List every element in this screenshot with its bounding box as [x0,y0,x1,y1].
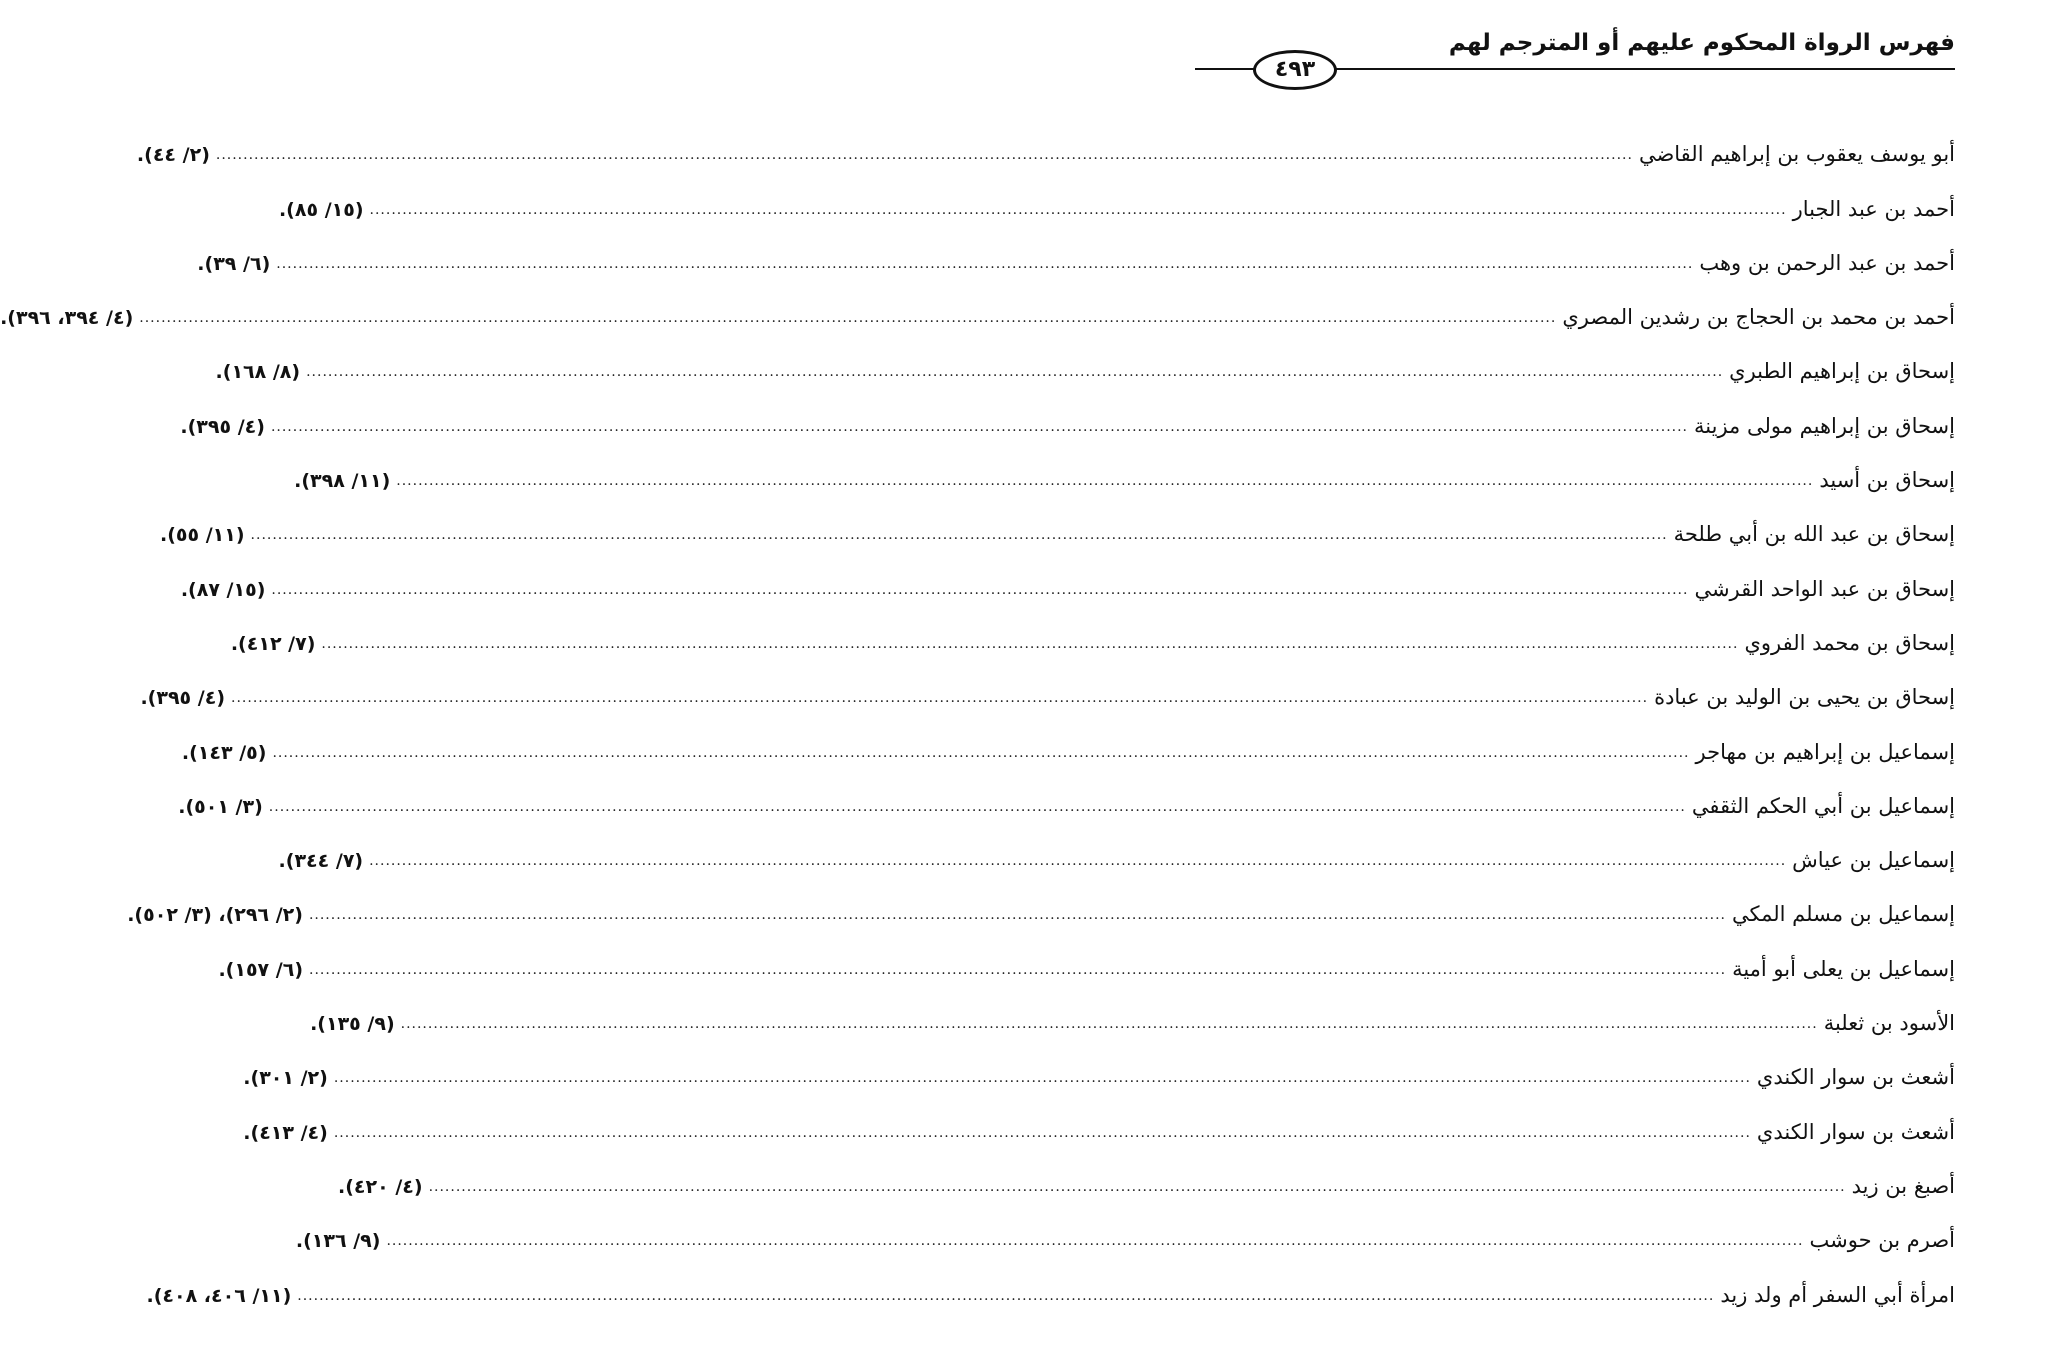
narrator-name: إسماعيل بن إبراهيم بن مهاجر [1695,739,1955,764]
index-entry [146,1252,1955,1307]
narrator-name: إسحاق بن أسيد [1819,468,1955,493]
dot-leader: .................................................................................................................................................................................................................................................................... [297,1287,1715,1304]
page-references: (١٥/ ٨٥). [278,198,364,221]
dot-leader: .................................................................................................................................................................................................................................................................... [308,907,1727,924]
dot-leader: .................................................................................................................................................................................................................................................................... [400,1016,1818,1033]
index-entry [159,492,1955,547]
index-entry [243,1035,1955,1090]
page-references: (٤/ ٤١٣). [243,1121,328,1144]
narrator-name: أشعث بن سوار الكندي [1756,1065,1955,1090]
narrator-name: أحمد بن عبد الرحمن بن وهب [1699,250,1955,275]
index-entry [127,872,1955,927]
dot-leader: .................................................................................................................................................................................................................................................................... [333,1124,1751,1141]
dot-leader: .................................................................................................................................................................................................................................................................... [231,690,1649,707]
index-entry [338,1144,1955,1198]
narrator-name: إسحاق بن إبراهيم الطبري [1729,359,1955,384]
dot-leader: .................................................................................................................................................................................................................................................................... [386,1233,1804,1250]
index-list [0,112,1955,1307]
narrator-name: أشعث بن سوار الكندي [1756,1119,1955,1144]
page-references: (١٥/ ٨٧). [180,578,266,601]
narrator-name: إسماعيل بن عياش [1792,848,1955,873]
narrator-name: إسحاق بن يحيى بن الوليد بن عبادة [1654,685,1955,710]
dot-leader: .................................................................................................................................................................................................................................................................... [309,961,1727,978]
dot-leader: .................................................................................................................................................................................................................................................................... [215,147,1633,164]
index-entry [140,655,1955,710]
index-entry [0,275,1955,330]
index-entry [278,818,1955,873]
dot-leader: .................................................................................................................................................................................................................................................................... [272,744,1690,761]
page-references: (٢/ ٢٩٦)، (٣/ ٥٠٢). [127,904,303,927]
page-references: (٩/ ١٣٥). [310,1013,395,1036]
page-references: (٦/ ٣٩). [197,252,271,275]
dot-leader: .................................................................................................................................................................................................................................................................... [139,310,1557,327]
narrator-name: الأسود بن ثعلبة [1823,1011,1955,1036]
index-entry [230,601,1955,655]
narrator-name: إسحاق بن محمد الفروي [1744,630,1955,655]
index-entry [180,546,1955,601]
dot-leader: .................................................................................................................................................................................................................................................................... [369,853,1787,870]
dot-leader: .................................................................................................................................................................................................................................................................... [270,418,1689,435]
dot-leader: .................................................................................................................................................................................................................................................................... [306,364,1724,381]
index-entry [218,926,1955,981]
narrator-name: إسماعيل بن يعلى أبو أمية [1732,956,1955,981]
page-references: (٢/ ٣٠١). [243,1067,328,1090]
dot-leader: .................................................................................................................................................................................................................................................................... [333,1070,1751,1087]
index-entry [180,383,1955,438]
dot-leader: .................................................................................................................................................................................................................................................................... [321,635,1739,652]
page-references: (١١/ ٥٥). [159,524,245,547]
page-references: (١١/ ٣٩٨). [294,470,391,493]
narrator-name: إسحاق بن عبد الله بن أبي طلحة [1673,522,1955,547]
dot-leader: .................................................................................................................................................................................................................................................................... [268,798,1686,815]
page-references: (٤/ ٤٢٠). [338,1175,423,1198]
page-references: (٧/ ٣٤٤). [278,850,364,873]
page-number: ٤٩٣ [1253,50,1337,90]
page-references: (٦/ ١٥٧). [218,958,304,981]
page-references: (٤/ ٣٩٥). [140,687,226,710]
index-entry [310,981,1955,1036]
dot-leader: .................................................................................................................................................................................................................................................................... [271,581,1689,598]
narrator-name: أحمد بن عبد الجبار [1792,196,1955,221]
page-references: (١١/ ٤٠٦، ٤٠٨). [146,1284,292,1307]
page-title: فهرس الرواة المحكوم عليهم أو المترجم لهم [1448,30,1955,56]
index-entry [294,438,1955,493]
narrator-name: إسحاق بن إبراهيم مولى مزينة [1694,413,1955,438]
dot-leader: .................................................................................................................................................................................................................................................................... [276,255,1694,272]
dot-leader: .................................................................................................................................................................................................................................................................... [396,473,1814,490]
page-references: (٧/ ٤١٢). [230,632,316,655]
dot-leader: .................................................................................................................................................................................................................................................................... [428,1178,1846,1195]
index-entry [278,166,1955,221]
index-entry [243,1089,1955,1144]
narrator-name: إسماعيل بن أبي الحكم الثقفي [1691,793,1955,818]
dot-leader: .................................................................................................................................................................................................................................................................... [369,201,1787,218]
index-entry [178,764,1955,818]
narrator-name: أصرم بن حوشب [1809,1228,1955,1253]
index-entry [295,1198,1955,1253]
page-references: (٤/ ٣٩٥). [180,415,265,438]
page-references: (٥/ ١٤٣). [181,741,267,764]
dot-leader: .................................................................................................................................................................................................................................................................... [250,527,1668,544]
narrator-name: إسحاق بن عبد الواحد القرشي [1694,576,1955,601]
index-entry [136,112,1955,167]
page-references: (٢/ ٤٤). [136,144,210,167]
index-entry [197,221,1955,275]
narrator-name: أصبغ بن زيد [1851,1173,1955,1198]
narrator-name: أبو يوسف يعقوب بن إبراهيم القاضي [1638,142,1955,167]
index-entry [181,709,1955,764]
index-entry [215,329,1955,384]
page-references: (٣/ ٥٠١). [178,795,263,818]
page-header [1195,22,1955,84]
narrator-name: إسماعيل بن مسلم المكي [1732,902,1955,927]
narrator-name: أحمد بن محمد بن الحجاج بن رشدين المصري [1562,305,1955,330]
page-references: (٩/ ١٣٦). [295,1230,381,1253]
page-references: (٨/ ١٦٨). [215,361,301,384]
narrator-name: امرأة أبي السفر أم ولد زيد [1720,1282,1955,1307]
page-references: (٤/ ٣٩٤، ٣٩٦). [0,307,134,330]
